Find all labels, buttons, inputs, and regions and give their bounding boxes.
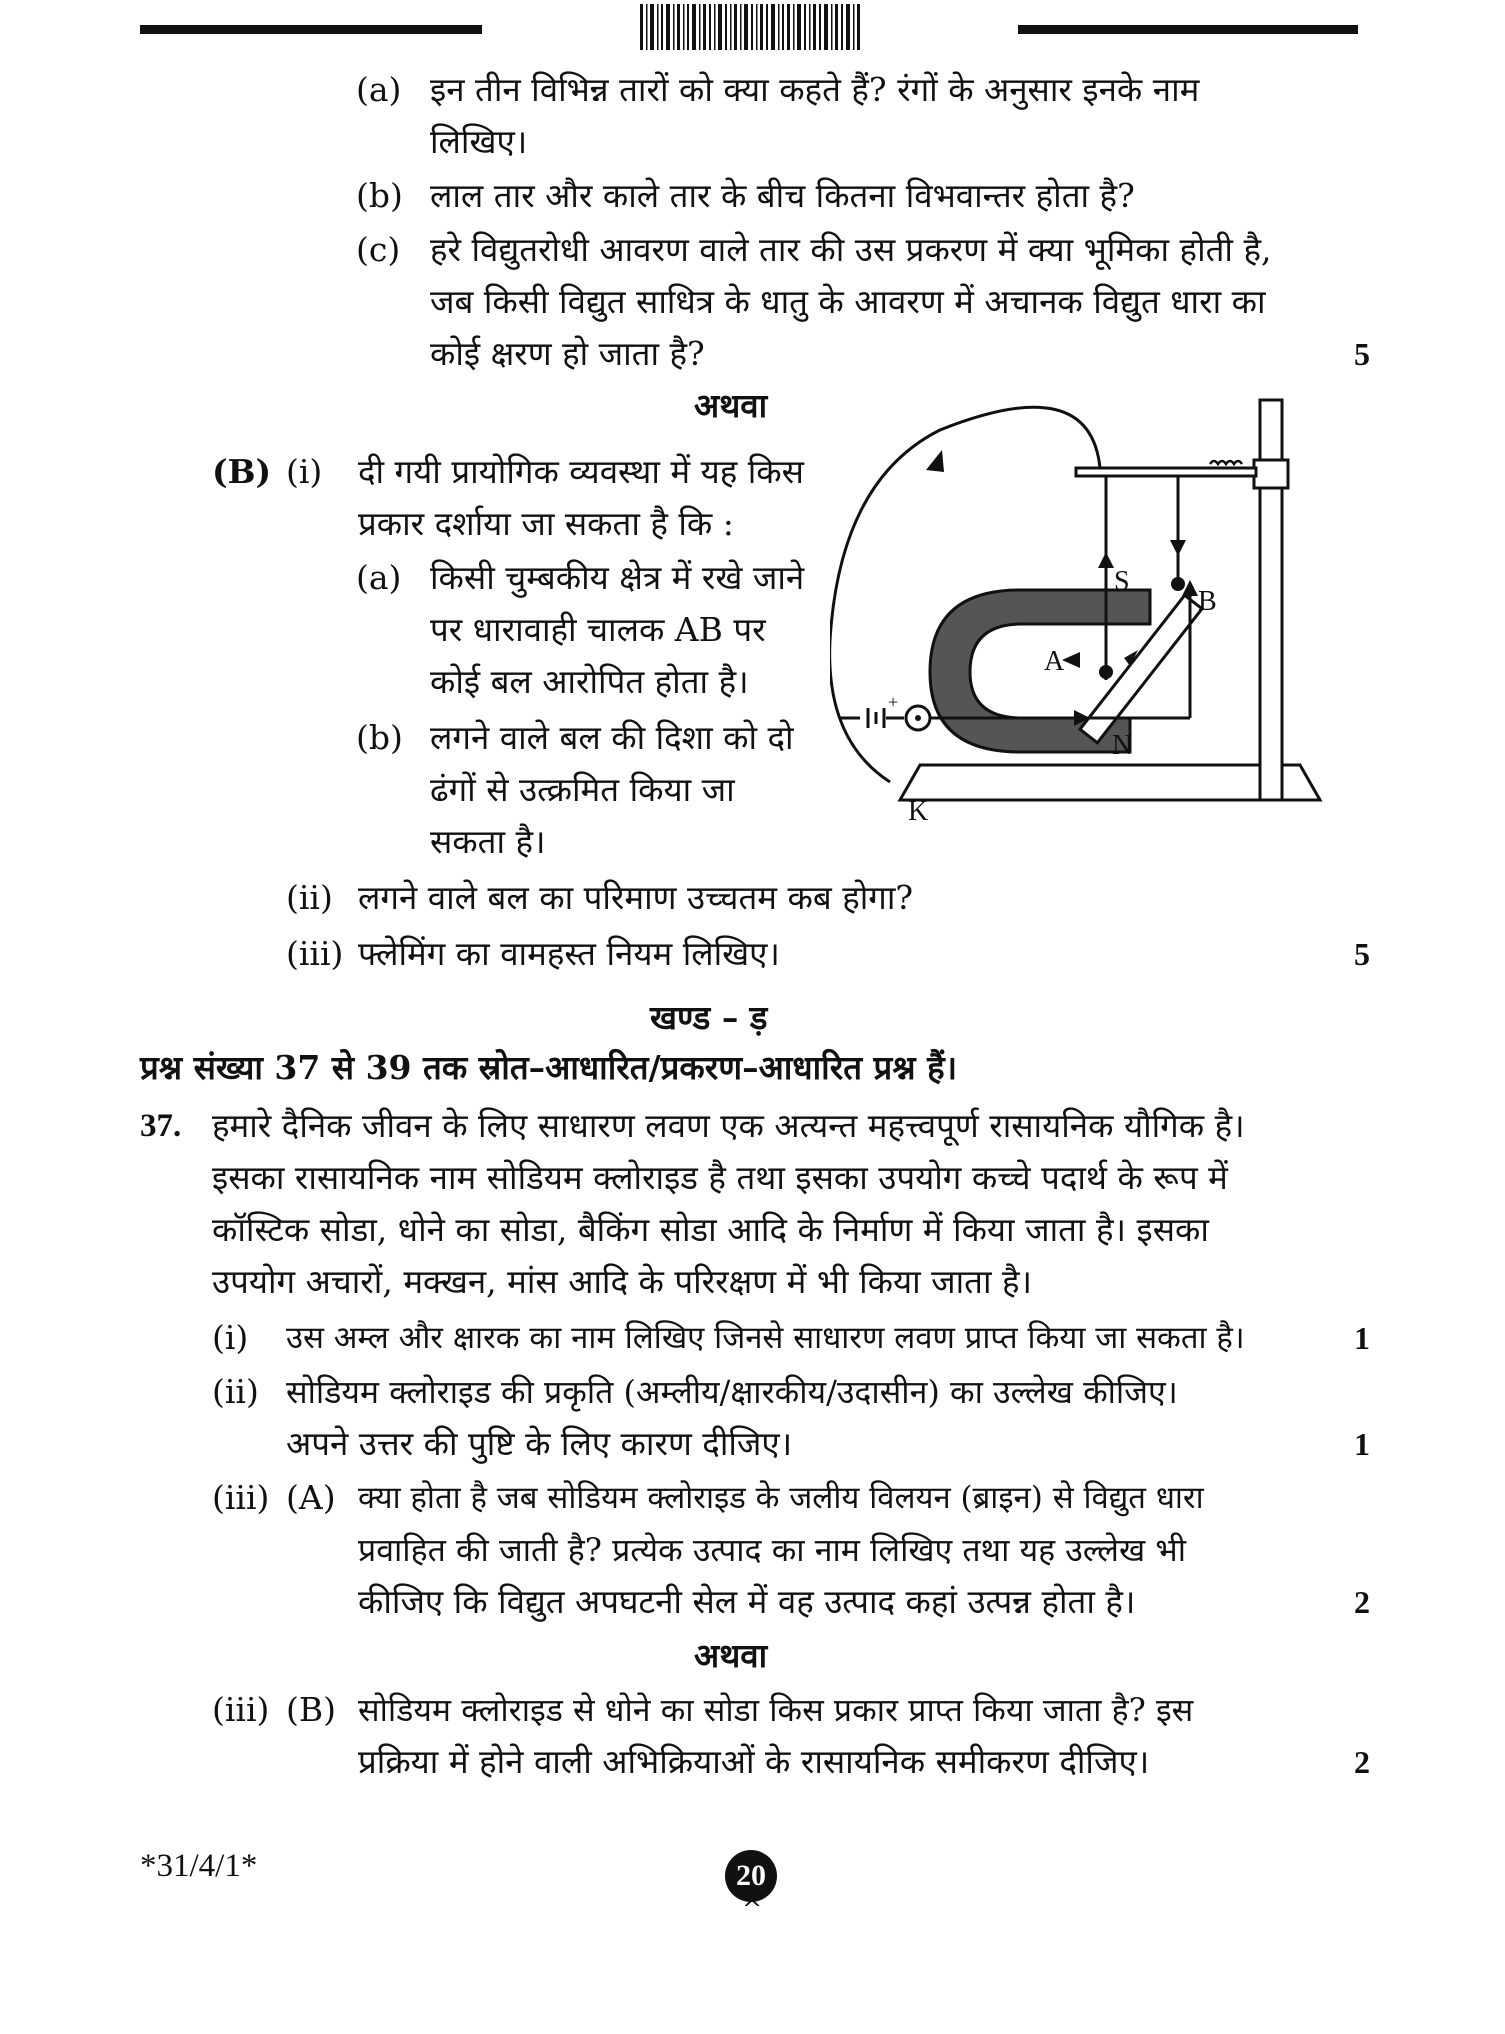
horizontal-bar bbox=[1076, 468, 1256, 476]
q37-iiiB-marks: 2 bbox=[1354, 1744, 1370, 1780]
q36b-i-line2: प्रकार दर्शाया जा सकता है कि : bbox=[358, 504, 734, 543]
q37-passage-line1: हमारे दैनिक जीवन के लिए साधारण लवण एक अत्यन्त महत्त्वपूर्ण रासायनिक यौगिक है। bbox=[212, 1106, 1245, 1145]
q36a-a-label: (a) bbox=[356, 70, 402, 109]
q36a-c-label: (c) bbox=[356, 230, 401, 269]
q37-ii-line1: सोडियम क्लोराइड की प्रकृति (अम्लीय/क्षारकीय/उदासीन) का उल्लेख कीजिए। bbox=[286, 1373, 1178, 1411]
arrow-s-up bbox=[1098, 552, 1114, 568]
q37-iiiA-label: (iii) bbox=[212, 1478, 270, 1517]
section-instruction: प्रश्न संख्या 37 से 39 तक स्रोत–आधारित/प्रकरण–आधारित प्रश्न हैं। bbox=[140, 1048, 958, 1087]
battery-symbol bbox=[868, 708, 884, 728]
q37-i-marks: 1 bbox=[1354, 1320, 1370, 1356]
q36b-marks: 5 bbox=[1354, 936, 1370, 972]
q37-iiiA-marks: 2 bbox=[1354, 1584, 1370, 1620]
q37-iiiA-line1: क्या होता है जब सोडियम क्लोराइड के जलीय विलयन (ब्राइन) से विद्युत धारा bbox=[358, 1480, 1204, 1516]
q37-iiiA-line2: प्रवाहित की जाती है? प्रत्येक उत्पाद का नाम लिखिए तथा यह उल्लेख भी bbox=[358, 1531, 1187, 1569]
q36a-b-label: (b) bbox=[356, 176, 403, 215]
stand-clamp bbox=[1254, 460, 1288, 488]
label-plus: + bbox=[888, 692, 899, 712]
q36b-b-line3: सकता है। bbox=[430, 822, 546, 861]
q36b-a-line2: पर धारावाही चालक AB पर bbox=[430, 610, 766, 649]
q36b-ii-label: (ii) bbox=[286, 878, 333, 917]
contact-b bbox=[1171, 577, 1185, 591]
header-rule-left bbox=[140, 25, 482, 34]
q36b-iii-label: (iii) bbox=[286, 934, 344, 973]
q36b-b-label: (b) bbox=[356, 718, 403, 757]
q36a-b-line1: लाल तार और काले तार के बीच कितना विभवान्तर होता है? bbox=[430, 176, 1135, 215]
q37-iiiB-label: (iii) bbox=[212, 1690, 270, 1729]
header-rule-right bbox=[1018, 25, 1358, 34]
q37-passage-line4: उपयोग अचारों, मक्खन, मांस आदि के परिरक्षण में भी किया जाता है। bbox=[212, 1262, 1033, 1301]
contact-a bbox=[1099, 665, 1113, 679]
q36a-marks: 5 bbox=[1354, 336, 1370, 372]
q37-passage-line3: कॉस्टिक सोडा, धोने का सोडा, बैकिंग सोडा आदि के निर्माण में किया जाता है। इसका bbox=[212, 1210, 1209, 1249]
q36a-c-line1: हरे विद्युतरोधी आवरण वाले तार की उस प्रकरण में क्या भूमिका होती है, bbox=[430, 230, 1272, 269]
q36a-c-line2: जब किसी विद्युत साधित्र के धातु के आवरण में अचानक विद्युत धारा का bbox=[430, 282, 1266, 321]
q36a-a-line2: लिखिए। bbox=[430, 122, 528, 161]
paper-code: *31/4/1* bbox=[140, 1848, 258, 1884]
key-dot bbox=[915, 715, 921, 721]
q37-number: 37. bbox=[140, 1108, 182, 1144]
or-divider-1: अथवा bbox=[694, 386, 768, 425]
label-a: A bbox=[1044, 646, 1065, 677]
q36b-ii-line1: लगने वाले बल का परिमाण उच्चतम कब होगा? bbox=[358, 878, 914, 917]
q37-iiiB-sub: (B) bbox=[286, 1690, 336, 1729]
q37-ii-marks: 1 bbox=[1354, 1426, 1370, 1462]
q36b-i-line1: दी गयी प्रायोगिक व्यवस्था में यह किस bbox=[358, 452, 804, 491]
barcode bbox=[640, 4, 860, 50]
q37-i-label: (i) bbox=[212, 1318, 249, 1357]
q36b-iii-line1: फ्लेमिंग का वामहस्त नियम लिखिए। bbox=[358, 934, 780, 973]
q36b-a-line3: कोई बल आरोपित होता है। bbox=[430, 662, 749, 701]
q37-iiiA-sub: (A) bbox=[286, 1478, 336, 1517]
page-number: 20 bbox=[725, 1850, 777, 1902]
horseshoe-magnet bbox=[930, 590, 1150, 752]
label-b: B bbox=[1198, 586, 1217, 617]
q37-iiiB-line1: सोडियम क्लोराइड से धोने का सोडा किस प्रकार प्राप्त किया जाता है? इस bbox=[358, 1691, 1194, 1729]
experiment-diagram bbox=[830, 390, 1330, 860]
spring-coil bbox=[1210, 461, 1242, 464]
or-divider-2: अथवा bbox=[694, 1636, 768, 1675]
q36a-a-line1: इन तीन विभिन्न तारों को क्या कहते हैं? रंगों के अनुसार इनके नाम bbox=[430, 70, 1200, 109]
label-n: N bbox=[1112, 730, 1133, 761]
q36b-option-label: (B) bbox=[212, 452, 272, 491]
q37-passage-line2: इसका रासायनिक नाम सोडियम क्लोराइड है तथा इसका उपयोग कच्चे पदार्थ के रूप में bbox=[212, 1158, 1228, 1197]
label-k: K bbox=[908, 796, 929, 827]
q36a-c-line3: कोई क्षरण हो जाता है? bbox=[430, 334, 705, 373]
q36b-i-label: (i) bbox=[286, 452, 323, 491]
q36b-a-line1: किसी चुम्बकीय क्षेत्र में रखे जाने bbox=[430, 558, 805, 597]
q37-iiiB-line2: प्रक्रिया में होने वाली अभिक्रियाओं के रासायनिक समीकरण दीजिए। bbox=[358, 1742, 1150, 1781]
q37-ii-line2: अपने उत्तर की पुष्टि के लिए कारण दीजिए। bbox=[286, 1424, 793, 1463]
arrow-down-wire bbox=[1170, 540, 1186, 556]
q37-i-line1: उस अम्ल और क्षारक का नाम लिखिए जिनसे साधारण लवण प्राप्त किया जा सकता है। bbox=[286, 1320, 1245, 1356]
stand-base bbox=[900, 765, 1320, 800]
arrow-arc bbox=[926, 450, 944, 472]
section-title: खण्ड – ड़ bbox=[650, 998, 768, 1037]
q36b-b-line2: ढंगों से उत्क्रमित किया जा bbox=[430, 770, 735, 809]
q37-iiiA-line3: कीजिए कि विद्युत अपघटनी सेल में वह उत्पाद कहां उत्पन्न होता है। bbox=[358, 1582, 1136, 1621]
arrow-a-left bbox=[1062, 652, 1080, 668]
q36b-b-line1: लगने वाले बल की दिशा को दो bbox=[430, 718, 794, 757]
q37-ii-label: (ii) bbox=[212, 1372, 259, 1411]
caret-mark: ^ bbox=[742, 1895, 763, 1923]
q36b-a-label: (a) bbox=[356, 558, 402, 597]
label-s: S bbox=[1114, 566, 1130, 597]
